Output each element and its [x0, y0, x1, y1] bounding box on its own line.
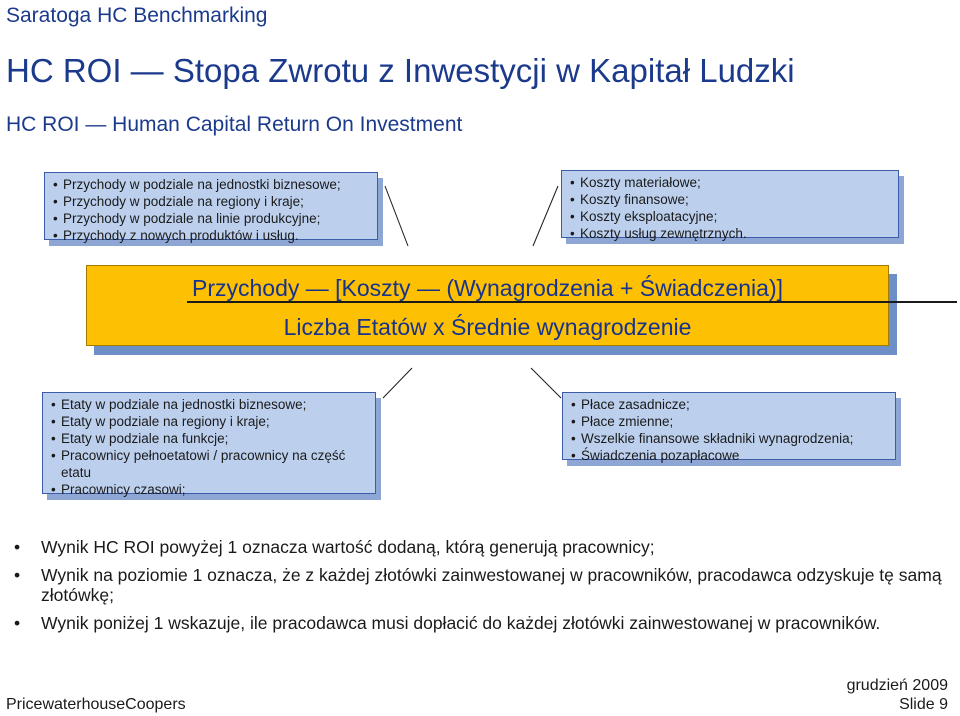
list-item: • Przychody w podziale na regiony i kraje;: [53, 193, 369, 210]
costs-box: [561, 170, 899, 241]
list-item: • Świadczenia pozapłacowe: [571, 447, 887, 464]
list-item: • Etaty w podziale na regiony i kraje;: [51, 413, 367, 430]
revenue-box: [44, 172, 378, 243]
formula-denominator: Liczba Etatów x Średnie wynagrodzenie: [283, 314, 692, 340]
formula-box: [86, 265, 889, 346]
footer-slide-number: Slide 9: [899, 696, 948, 713]
list-item: • Koszty eksploatacyjne;: [570, 208, 890, 225]
list-item: • Przychody z nowych produktów i usług.: [53, 227, 369, 244]
connector-line: [385, 186, 408, 246]
list-item: • Wszelkie finansowe składniki wynagrodzenia;: [571, 430, 887, 447]
connector-line: [533, 186, 558, 246]
list-item: • Przychody w podziale na linie produkcyjne;: [53, 210, 369, 227]
list-item: • Etaty w podziale na funkcje;: [51, 430, 367, 447]
header-title: Saratoga HC Benchmarking: [6, 4, 268, 27]
list-item: • Koszty materiałowe;: [570, 174, 890, 191]
connector-line: [531, 368, 561, 398]
page-subtitle: HC ROI — Human Capital Return On Investment: [6, 113, 463, 136]
footer-date: grudzień 2009: [846, 677, 948, 694]
compensation-box: [562, 392, 896, 463]
list-item: • Etaty w podziale na jednostki biznesowe;: [51, 396, 367, 413]
summary-bullets: [14, 537, 958, 641]
list-item: • Płace zasadnicze;: [571, 396, 887, 413]
list-item: • Pracownicy pełnoetatowi / pracownicy na część etatu: [51, 447, 367, 481]
headcount-box: [42, 392, 376, 497]
footer-company: PricewaterhouseCoopers: [6, 696, 186, 713]
list-item: • Pracownicy czasowi;: [51, 481, 367, 498]
connector-line: [383, 368, 412, 398]
fraction-line: [187, 301, 957, 303]
bullet-item: • Wynik na poziomie 1 oznacza, że z każdej złotówki zainwestowanej w pracowników, pracodawca odzyskuje tę samą złotówkę;: [14, 565, 958, 605]
bullet-item: • Wynik poniżej 1 wskazuje, ile pracodawca musi dopłacić do każdej złotówki zainwestowanej w pracowników.: [14, 613, 958, 633]
list-item: • Koszty finansowe;: [570, 191, 890, 208]
formula-numerator: Przychody — [Koszty — (Wynagrodzenia + Świadczenia)]: [191, 275, 783, 301]
bullet-item: • Wynik HC ROI powyżej 1 oznacza wartość dodaną, którą generują pracownicy;: [14, 537, 958, 557]
page-title: HC ROI — Stopa Zwrotu z Inwestycji w Kapitał Ludzki: [6, 52, 795, 89]
list-item: • Płace zmienne;: [571, 413, 887, 430]
list-item: • Koszty usług zewnętrznych.: [570, 225, 890, 242]
list-item: • Przychody w podziale na jednostki biznesowe;: [53, 176, 369, 193]
